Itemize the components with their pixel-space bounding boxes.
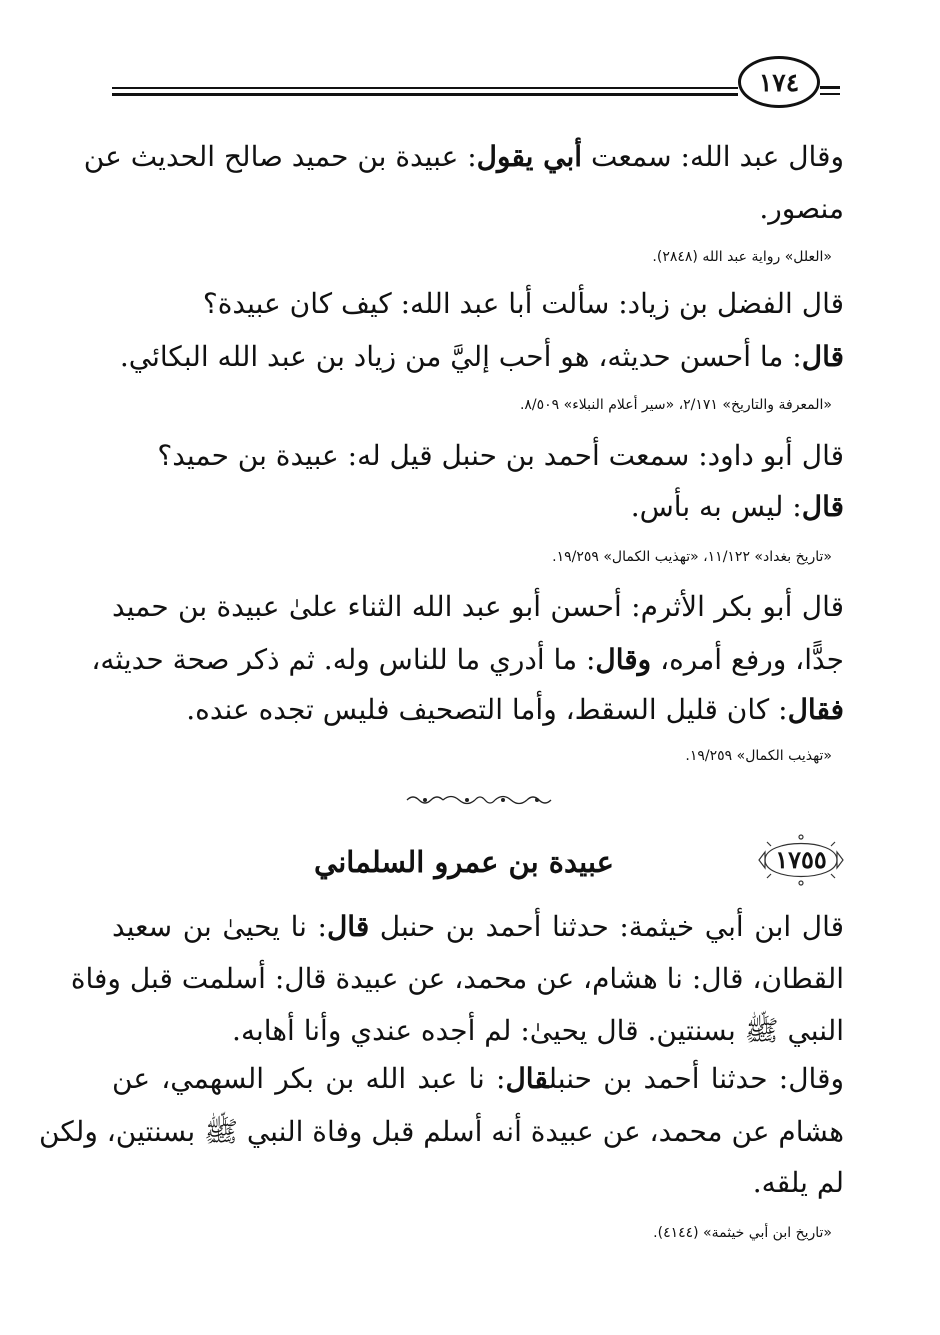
header-rule-bottom [112, 93, 738, 96]
text-line: قال الفضل بن زياد: سألت أبا عبد الله: كيف كان عبيدة؟ [202, 287, 844, 320]
ornament-divider [405, 790, 555, 810]
text-line: وقال عبد الله: سمعت أبي يقول: عبيدة بن حميد صالح الحديث عن [83, 140, 844, 173]
reference-note: «تاريخ ابن أبي خيثمة» (٤١٤٤). [653, 1225, 832, 1241]
header-rule-right-2 [820, 93, 840, 95]
entry-title: عبيدة بن عمرو السلماني [314, 845, 614, 879]
text-line: قال ابن أبي خيثمة: حدثنا أحمد بن حنبل قال: نا يحيىٰ بن سعيد [112, 910, 844, 943]
text-line: منصور. [759, 192, 844, 225]
text-line: قال أبو داود: سمعت أحمد بن حنبل قيل له: عبيدة بن حميد؟ [157, 439, 844, 472]
reference-note: «العلل» رواية عبد الله (٢٨٤٨). [652, 249, 832, 265]
page-number: ١٧٤ [738, 56, 820, 108]
reference-note: «تاريخ بغداد» ١١/١٢٢، «تهذيب الكمال» ١٩/٢٥٩. [552, 549, 832, 565]
text-line: قال أبو بكر الأثرم: أحسن أبو عبد الله الثناء علىٰ عبيدة بن حميد [112, 590, 844, 623]
reference-note: «تهذيب الكمال» ١٩/٢٥٩. [685, 748, 832, 764]
text-line: القطان، قال: نا هشام، عن محمد، عن عبيدة قال: أسلمت قبل وفاة [70, 962, 844, 995]
text-line: جدًّا، ورفع أمره، وقال: ما أدري ما للناس وله. ثم ذكر صحة حديثه، [91, 643, 844, 676]
reference-note: «المعرفة والتاريخ» ٢/١٧١، «سير أعلام النبلاء» ٨/٥٠٩. [519, 397, 832, 413]
entry-number: ١٧٥٥ [775, 845, 827, 874]
text-line: النبي ﷺ بسنتين. قال يحيىٰ: لم أجده عندي وأنا أهابه. [232, 1014, 844, 1047]
text-line: فقال: كان قليل السقط، وأما التصحيف فليس تجده عنده. [186, 693, 844, 726]
header-rule-top [112, 87, 738, 89]
text-line: لم يلقه. [752, 1166, 844, 1199]
text-line: قال: ليس به بأس. [630, 490, 844, 523]
text-line: قال: ما أحسن حديثه، هو أحب إليَّ من زياد بن عبد الله البكائي. [119, 340, 844, 373]
text-line: وقال: حدثنا أحمد بن حنبلقال: نا عبد الله بن بكر السهمي، عن [112, 1062, 844, 1095]
text-line: هشام عن محمد، عن عبيدة أنه أسلم قبل وفاة النبي ﷺ بسنتين، ولكن [39, 1115, 844, 1148]
header-rule-right [820, 86, 840, 89]
